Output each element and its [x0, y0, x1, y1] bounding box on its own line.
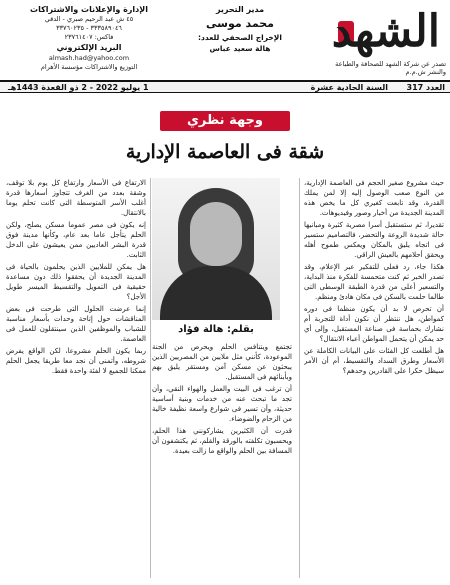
column-divider-left [150, 178, 151, 578]
article-column-right [304, 178, 444, 578]
paragraph: تجتمع ويتنافس الحلم ويحرص من الجنة الموعودة، كأنني مثل ملايين من المصريين الذين يبحثون عن مسكن آمن ومستقر يليق بهم وبأبنائهم فى المستقبل. [152, 343, 292, 381]
paragraph: هل يمكن للملايين الذين يحلمون بالحياة فى المدينة الجديدة أن يحققوا ذلك دون مساعدة حقيقية فى التمويل والتقسيط الميسر طويل الأجل؟ [6, 263, 146, 301]
photo-face [190, 202, 242, 266]
staff-box [180, 4, 300, 54]
paragraph: هكذا جاء، رد فعلى للتفكير عبر الإعلام، وقد تصدر الخبر ثم كنت متحمسة للفكرة منذ البداية، والتسعير أعلى من قدرة الطبقة الوسطى التى طالما حلمت بالسكن فى مكان هادئ ومنظم. [304, 263, 444, 301]
article-column-left [6, 178, 146, 578]
issue-number: العدد 317 [406, 83, 445, 92]
ads-distribution: التوزيع والاشتراكات مؤسسة الأهرام [40, 63, 138, 71]
publisher-line-2: والنشر ش.م.م [405, 68, 446, 76]
paragraph: ربما يكون الحلم مشروعا، لكن الواقع يفرض شروطه، وأتمنى أن نجد معا طريقا يجعل الحلم ممكنا للجميع لا لفئة واحدة فقط. [6, 347, 146, 375]
paragraph: أن تحرص لا بد أن يكون منظما فى دوره كمواطن، هل ننتظر أن نكون أداة للتجربة أم نشارك بحماسة فى صناعة المستقبل، وإلى أي حد يمكن أن يتحمل المواطن أعباء الانتقال؟ [304, 305, 444, 343]
paragraph: إنما عرضت الحلول التى طرحت فى بعض المناقشات حول إتاحة وحدات بأسعار مناسبة للشباب والموظفين الذين سينتقلون للعمل فى العاصمة. [6, 305, 146, 343]
section-tag: وجهة نظري [160, 111, 290, 131]
publisher-line: تصدر عن شركة الشهد للصحافة والطباعة [335, 60, 446, 68]
issue-year: السنة الحادية عشرة [310, 83, 388, 92]
paragraph: حيث مشروع صغير الحجم فى العاصمة الإدارية، من النوع صعب الوصول إليه إلا لمن يملك القدرة، وقد تابعت كغيري كل ما يخص هذه المدينة الجديدة من أخبار وصور وفيديوهات. [304, 179, 444, 217]
paragraph: الارتفاع فى الأسعار وارتفاع كل يوم بلا توقف، وشقة بعدد من الغرف تتجاوز أسعارها قدرة أغلب الأسر المتوسطة التى كانت تحلم يوما بالانتقال. [6, 179, 146, 217]
director-name: هالة سعيد عباس [209, 44, 271, 53]
article-column-middle [152, 342, 292, 578]
ads-title: الإدارة والإعلانات والاشتراكات [30, 5, 148, 14]
director-role: الإخراج الصحفي للعدد: [198, 33, 282, 42]
author-photo [152, 178, 280, 320]
ads-fax: فاكس: ٢٣٧٦١٤٠٧ [64, 33, 114, 41]
paragraph: أن ترغب فى البيت والعمل والهواء النقي، وأن تجد ما تبحث عنه من خدمات وبنية أساسية حديثة، وأن تسير فى شوارع واسعة نظيفة خالية من الزحام والضوضاء. [152, 385, 292, 423]
ads-contact-box [4, 4, 174, 72]
editor-name: محمد موسى [206, 17, 274, 30]
ads-email[interactable]: almash.had@yahoo.com [48, 54, 130, 62]
masthead [0, 0, 450, 80]
article-headline[interactable]: شقة فى العاصمة الإدارية [125, 141, 325, 163]
column-divider-right [299, 178, 300, 578]
author-byline: بقلم: هالة فؤاد [178, 324, 254, 335]
editor-role: مدير التحرير [215, 5, 265, 14]
ads-address: ٤٥ ش عبد الرحيم صبري - الدقي [44, 15, 134, 23]
ads-email-label: البريد الإلكتروني [56, 43, 122, 52]
paragraph: تقديرا، ثم ستستقبل أسرا مصرية كثيرة ومبانيها حالة شديدة الروعة والتحضر، فالتصاميم ستسير فى اتجاه يليق بالمكان ويعكس طموح أهله ويحقق أحلامهم بالعيش الراقي. [304, 221, 444, 259]
paragraph: هل أطلعت كل الفئات على البيانات الكاملة عن الأسعار وطرق السداد والتقسيط، أم أن الأمر سيظل حكرا على القادرين وحدهم؟ [304, 347, 444, 375]
newspaper-logo[interactable] [314, 3, 446, 61]
issue-date: 1 يوليو 2022 - 2 ذو القعدة 1443هـ [8, 83, 149, 92]
paragraph: قدرت أن الكثيرين يشاركونني هذا الحلم، ويحسبون تكلفته بالورقة والقلم، ثم يكتشفون أن المسافة بين الحلم والواقع ما زالت بعيدة. [152, 427, 292, 455]
ads-phone: ٣٣٣٥٨٩٠٤٦ - ٣٣٧٦٠٢٣٥ [56, 24, 122, 32]
logo-wordmark: الشهد [331, 6, 440, 57]
paragraph: إنه يكون فى مصر عموما مسكن يصلح، ولكن الحلم يتأجل عاما بعد عام، وكأنها مدينة فوق قدرة البشر العاديين ممن يعيشون على الدخل الثابت. [6, 221, 146, 259]
issue-bar [0, 80, 450, 93]
